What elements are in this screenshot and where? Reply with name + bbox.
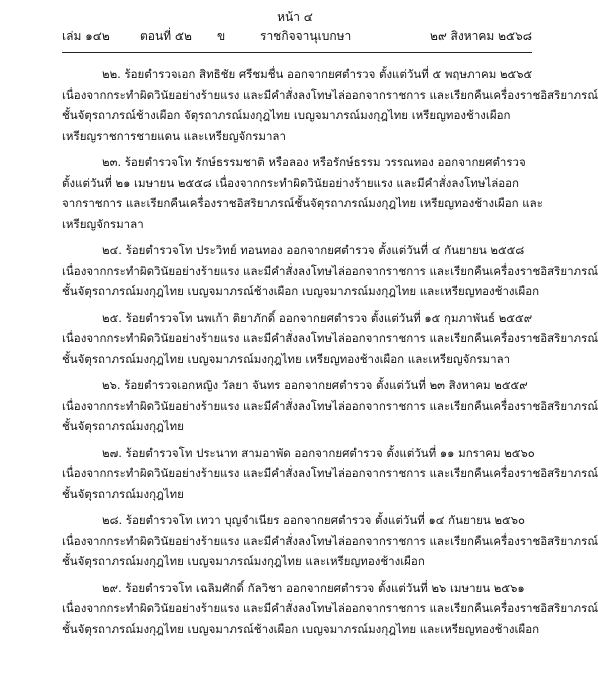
entry-first-line: ๒๙. ร้อยตำรวจโท เฉลิมศักดิ์ กัลวิชา ออกจากยศตำรวจ ตั้งแต่วันที่ ๒๖ เมษายน ๒๕๖๑ (102, 580, 525, 595)
entry-line: เนื่องจากกระทำผิดวินัยอย่างร้ายแรง และมีคำสั่งลงโทษไล่ออกจากราชการ และเรียกคืนเครื่องราชอิสริยาภรณ์ (62, 533, 598, 548)
entry-line: ตั้งแต่วันที่ ๒๑ เมษายน ๒๕๕๘ เนื่องจากกระทำผิดวินัยอย่างร้ายแรง และมีคำสั่งลงโทษไล่ออก (62, 175, 520, 190)
entry-line: ชั้นจัตุรถาภรณ์มงกุฎไทย (62, 419, 184, 433)
list-item (62, 64, 598, 146)
header-divider (62, 52, 532, 53)
entry-line: ชั้นจัตุรถาภรณ์มงกุฎไทย เบญจมาภรณ์มงกุฎไทย และเหรียญทองช้างเผือก (62, 554, 425, 568)
list-item (62, 510, 598, 572)
entry-line: เหรียญราชการชายแดน และเหรียญจักรมาลา (62, 128, 286, 143)
entry-line: เนื่องจากกระทำผิดวินัยอย่างร้ายแรง และมีคำสั่งลงโทษไล่ออกจากราชการ และเรียกคืนเครื่องราชอิสริยาภรณ์ (62, 331, 598, 345)
list-item (62, 375, 598, 437)
entry-line: เนื่องจากกระทำผิดวินัยอย่างร้ายแรง และมีคำสั่งลงโทษไล่ออกจากราชการ และเรียกคืนเครื่องราชอิสริยาภรณ์ (62, 398, 598, 413)
entry-line: ชั้นจัตุรถาภรณ์ช้างเผือก จัตุรถาภรณ์มงกุฎไทย เบญจมาภรณ์มงกุฎไทย เหรียญทองช้างเผือก (62, 108, 511, 122)
header-volume: เล่ม ๑๔๒ (62, 29, 110, 43)
entry-line: เนื่องจากกระทำผิดวินัยอย่างร้ายแรง และมีคำสั่งลงโทษไล่ออกจากราชการ และเรียกคืนเครื่องราชอิสริยาภรณ์ (62, 466, 598, 480)
entry-line: ชั้นจัตุรถาภรณ์มงกุฎไทย เบญจมาภรณ์มงกุฎไทย เหรียญทองช้างเผือก และเหรียญจักรมาลา (62, 351, 511, 366)
entry-line: จากราชการ และเรียกคืนเครื่องราชอิสริยาภรณ์ชั้นจัตุรถาภรณ์มงกุฎไทย เหรียญทองช้างเผือก และ (62, 196, 543, 210)
entry-first-line: ๒๔. ร้อยตำรวจโท ประวิทย์ ทอนทอง ออกจากยศตำรวจ ตั้งแต่วันที่ ๔ กันยายน ๒๕๕๘ (102, 243, 525, 257)
entry-first-line: ๒๕. ร้อยตำรวจโท นพเก้า ติยาภักดิ์ ออกจากยศตำรวจ ตั้งแต่วันที่ ๑๕ กุมภาพันธ์ ๒๕๕๙ (102, 310, 533, 325)
entry-line: เนื่องจากกระทำผิดวินัยอย่างร้ายแรง และมีคำสั่งลงโทษไล่ออกจากราชการ และเรียกคืนเครื่องราชอิสริยาภรณ์ (62, 87, 598, 102)
entry-line: ชั้นจัตุรถาภรณ์มงกุฎไทย (62, 486, 184, 501)
header-section: ข (217, 29, 226, 43)
gazette-header (62, 27, 532, 45)
entry-line: เนื่องจากกระทำผิดวินัยอย่างร้ายแรง และมีคำสั่งลงโทษไล่ออกจากราชการ และเรียกคืนเครื่องราชอิสริยาภรณ์ (62, 263, 598, 278)
entry-first-line: ๒๒. ร้อยตำรวจเอก สิทธิชัย ศรีชมชื่น ออกจากยศตำรวจ ตั้งแต่วันที่ ๕ พฤษภาคม ๒๕๖๕ (102, 67, 533, 81)
entry-line: ชั้นจัตุรถาภรณ์มงกุฎไทย เบญจมาภรณ์ช้างเผือก เบญจมาภรณ์มงกุฎไทย และเหรียญทองช้างเผือก (62, 284, 540, 298)
list-item (62, 578, 598, 640)
list-item (62, 152, 543, 234)
entry-line: เนื่องจากกระทำผิดวินัยอย่างร้ายแรง และมีคำสั่งลงโทษไล่ออกจากราชการ และเรียกคืนเครื่องราชอิสริยาภรณ์ (62, 601, 598, 615)
list-item (62, 240, 598, 302)
header-date: ๒๙ สิงหาคม ๒๕๖๘ (430, 29, 532, 43)
entry-first-line: ๒๖. ร้อยตำรวจเอกหญิง วัลยา จันทร ออกจากยศตำรวจ ตั้งแต่วันที่ ๒๓ สิงหาคม ๒๕๕๙ (102, 378, 528, 392)
page-number: หน้า ๔ (277, 10, 313, 24)
list-item (62, 443, 598, 505)
entry-first-line: ๒๓. ร้อยตำรวจโท รักษ์ธรรมชาติ หรือลอง หรือรักษ์ธรรม วรรณทอง ออกจากยศตำรวจ (102, 155, 526, 169)
list-item (62, 308, 598, 370)
entry-first-line: ๒๗. ร้อยตำรวจโท ประนาท สามอาพัด ออกจากยศตำรวจ ตั้งแต่วันที่ ๑๑ มกราคม ๒๕๖๐ (102, 445, 535, 460)
header-part: ตอนที่ ๕๒ (140, 29, 192, 43)
entry-line: เหรียญจักรมาลา (62, 216, 144, 231)
entry-first-line: ๒๘. ร้อยตำรวจโท เทวา บุญจำเนียร ออกจากยศตำรวจ ตั้งแต่วันที่ ๑๔ กันยายน ๒๕๖๐ (102, 513, 526, 527)
announcement-body (62, 64, 598, 645)
header-publication-name: ราชกิจจานุเบกษา (260, 29, 352, 43)
entry-line: ชั้นจัตุรถาภรณ์มงกุฎไทย เบญจมาภรณ์ช้างเผือก เบญจมาภรณ์มงกุฎไทย และเหรียญทองช้างเผือก (62, 621, 540, 636)
